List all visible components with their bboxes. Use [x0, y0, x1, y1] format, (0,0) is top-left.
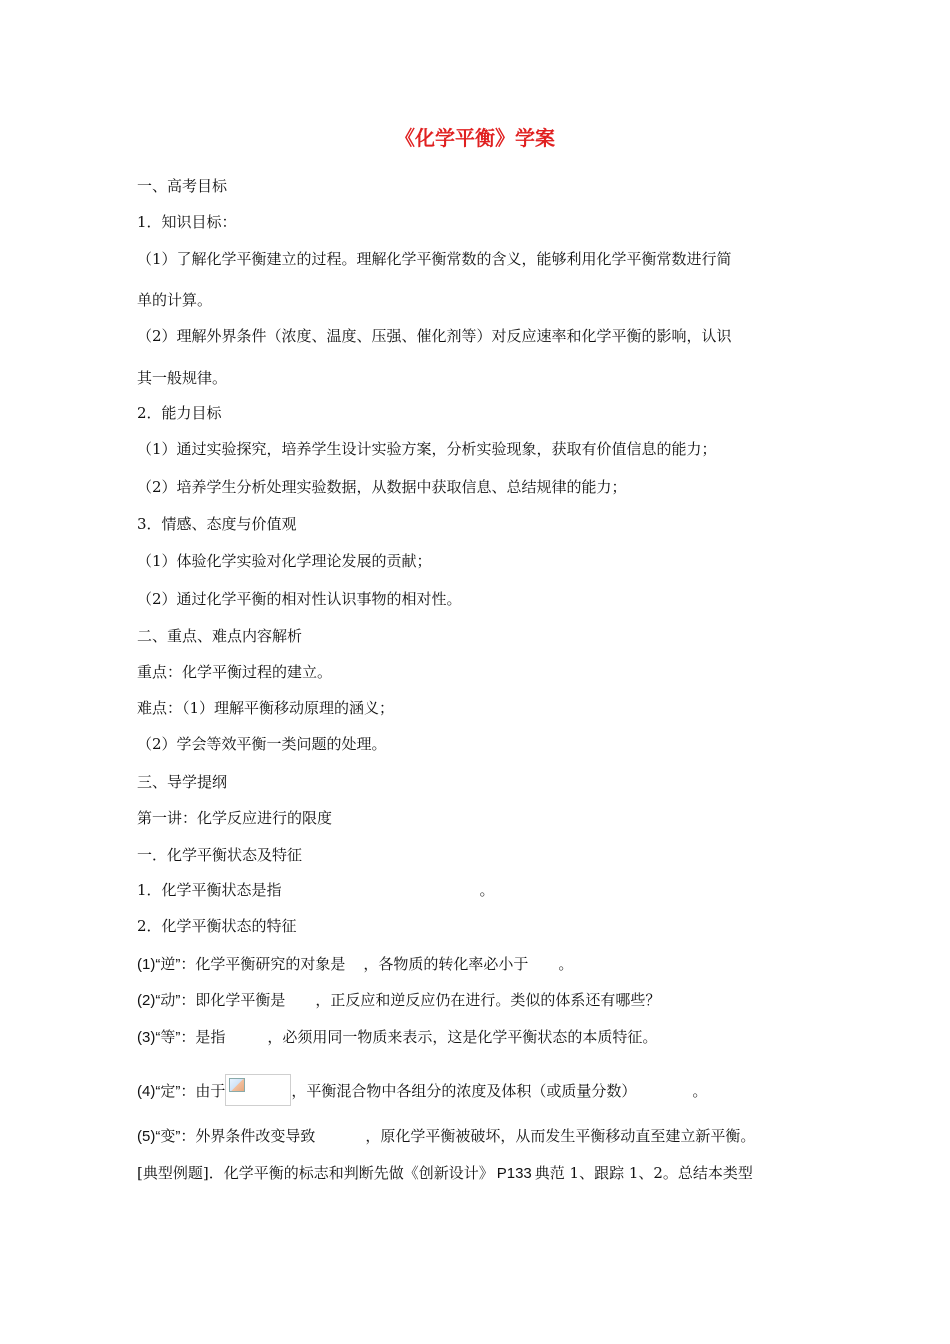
- item-2-line: 2．化学平衡状态的特征: [137, 917, 297, 935]
- paragraph-line: （1）了解化学平衡建立的过程。理解化学平衡常数的含义，能够利用化学平衡常数进行简: [137, 250, 732, 268]
- difficulty-line: 难点：（1）理解平衡移动原理的涵义；: [137, 699, 395, 717]
- item-1-line: [137, 880, 495, 900]
- paragraph-line: （1）体验化学实验对化学理论发展的贡献；: [137, 552, 432, 570]
- example-text-b: 典范 1、跟踪 1、2。总结本类型: [534, 1164, 753, 1182]
- feature-2-text-a: 即化学平衡是: [195, 991, 286, 1009]
- feature-3-label: (3)“等”：: [137, 1029, 196, 1046]
- feature-1-text-a: 化学平衡研究的对象是: [195, 955, 346, 973]
- item-1-end: 。: [479, 881, 495, 899]
- feature-1-label: (1)“逆”：: [137, 956, 196, 973]
- topic-heading: 一．化学平衡状态及特征: [137, 846, 303, 864]
- feature-2-line: [137, 990, 660, 1011]
- feature-1-end: 。: [558, 955, 574, 973]
- paragraph-line: 其一般规律。: [137, 369, 228, 387]
- feature-3-line: [137, 1027, 657, 1048]
- section-heading-2: 二、重点、难点内容解析: [137, 627, 303, 645]
- feature-3-text-a: 是指: [195, 1028, 226, 1046]
- feature-5-text-a: 外界条件改变导致: [195, 1127, 316, 1145]
- paragraph-line: （1）通过实验探究，培养学生设计实验方案，分析实验现象，获取有价值信息的能力；: [137, 440, 717, 458]
- item-1-text: 1．化学平衡状态是指: [137, 881, 282, 899]
- section-heading-1: 一、高考目标: [137, 177, 228, 195]
- example-line: [137, 1163, 753, 1184]
- feature-5-label: (5)“变”：: [137, 1128, 196, 1145]
- paragraph-line: （2）理解外界条件（浓度、温度、压强、催化剂等）对反应速率和化学平衡的影响，认识: [137, 327, 732, 345]
- feature-4-label: (4)“定”：: [137, 1083, 196, 1100]
- subheading-knowledge-goals: 1．知识目标：: [137, 213, 237, 231]
- example-page-ref: P133: [496, 1165, 532, 1182]
- paragraph-line: （2）培养学生分析处理实验数据，从数据中获取信息、总结规律的能力；: [137, 478, 627, 496]
- feature-2-text-b: ，正反应和逆反应仍在进行。类似的体系还有哪些？: [315, 991, 661, 1009]
- feature-1-text-b: ，各物质的转化率必小于: [363, 955, 529, 973]
- subheading-ability-goals: 2．能力目标: [137, 404, 222, 422]
- key-point-line: 重点：化学平衡过程的建立。: [137, 663, 333, 681]
- feature-1-line: [137, 954, 573, 975]
- feature-5-text-b: ，原化学平衡被破坏，从而发生平衡移动直至建立新平衡。: [365, 1127, 756, 1145]
- feature-4-text-a: 由于: [195, 1082, 226, 1100]
- feature-4-line: [137, 1074, 707, 1106]
- feature-2-label: (2)“动”：: [137, 992, 196, 1009]
- broken-image-icon: [225, 1074, 291, 1106]
- feature-5-line: [137, 1126, 755, 1147]
- subheading-emotion-goals: 3．情感、态度与价值观: [137, 515, 297, 533]
- paragraph-line: （2）学会等效平衡一类问题的处理。: [137, 735, 387, 753]
- paragraph-line: （2）通过化学平衡的相对性认识事物的相对性。: [137, 590, 462, 608]
- example-text-a: [典型例题]．化学平衡的标志和判断先做《创新设计》: [137, 1164, 494, 1182]
- paragraph-line: 单的计算。: [137, 291, 213, 309]
- feature-3-text-b: ，必须用同一物质来表示，这是化学平衡状态的本质特征。: [267, 1028, 658, 1046]
- document-title: 《化学平衡》学案: [395, 126, 555, 150]
- feature-4-text-b: ，平衡混合物中各组分的浓度及体积（或质量分数）: [291, 1082, 637, 1100]
- feature-4-end: 。: [692, 1082, 708, 1100]
- lecture-heading: 第一讲：化学反应进行的限度: [137, 809, 333, 827]
- section-heading-3: 三、导学提纲: [137, 773, 228, 791]
